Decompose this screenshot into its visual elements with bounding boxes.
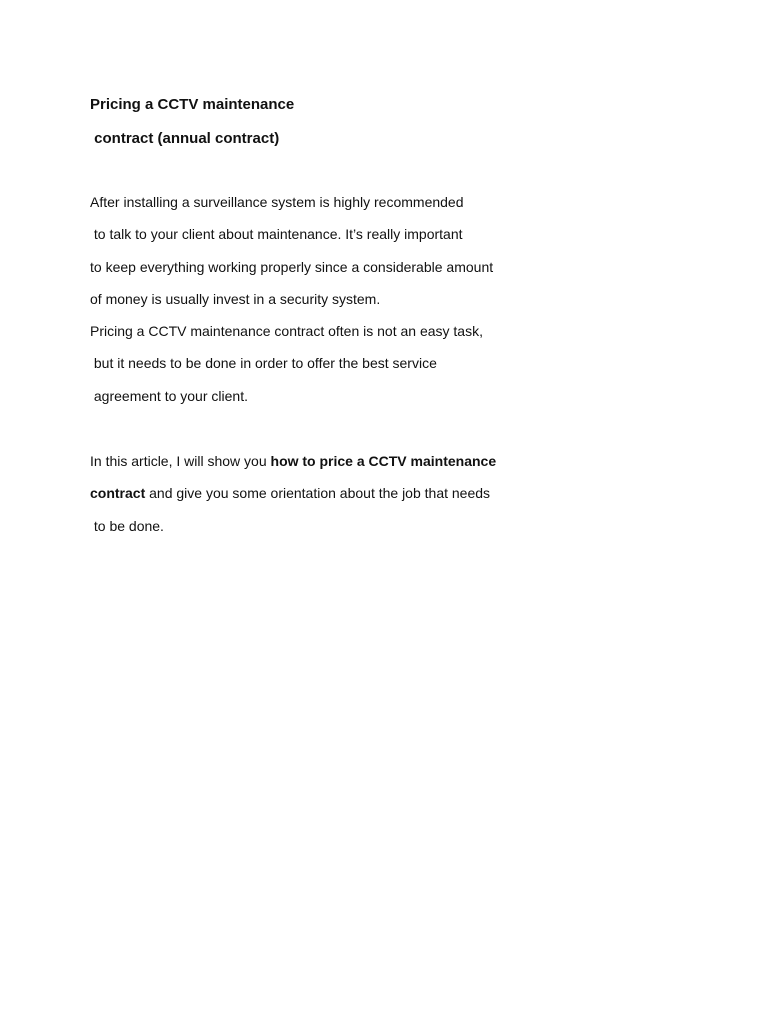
document-title-line-1: Pricing a CCTV maintenance [90,96,295,113]
paragraph-2-line-1-text: In this article, I will show you [90,453,271,469]
document-title-line-2: contract (annual contract) [90,130,280,147]
paragraph-1-line-6: but it needs to be done in order to offer the best service [90,355,437,371]
paragraph-2-line-1-bold-text: how to price a CCTV maintenance [270,453,497,469]
paragraph-2-line-3: to be done. [90,518,164,534]
paragraph-1-line-1: After installing a surveillance system is highly recommended [90,194,464,210]
paragraph-2-line-2 [90,484,490,502]
paragraph-1-line-4: of money is usually invest in a security system. [90,291,381,307]
paragraph-1-line-7: agreement to your client. [90,388,248,404]
paragraph-2-line-1 [90,452,496,470]
paragraph-1-line-5: Pricing a CCTV maintenance contract often is not an easy task, [90,323,483,339]
paragraph-1-line-2: to talk to your client about maintenance. It’s really important [90,226,463,242]
paragraph-2-line-2-text: and give you some orientation about the job that needs [145,485,491,501]
paragraph-1-line-3: to keep everything working properly since a considerable amount [90,259,494,275]
paragraph-2-line-2-bold-text: contract [90,485,146,501]
